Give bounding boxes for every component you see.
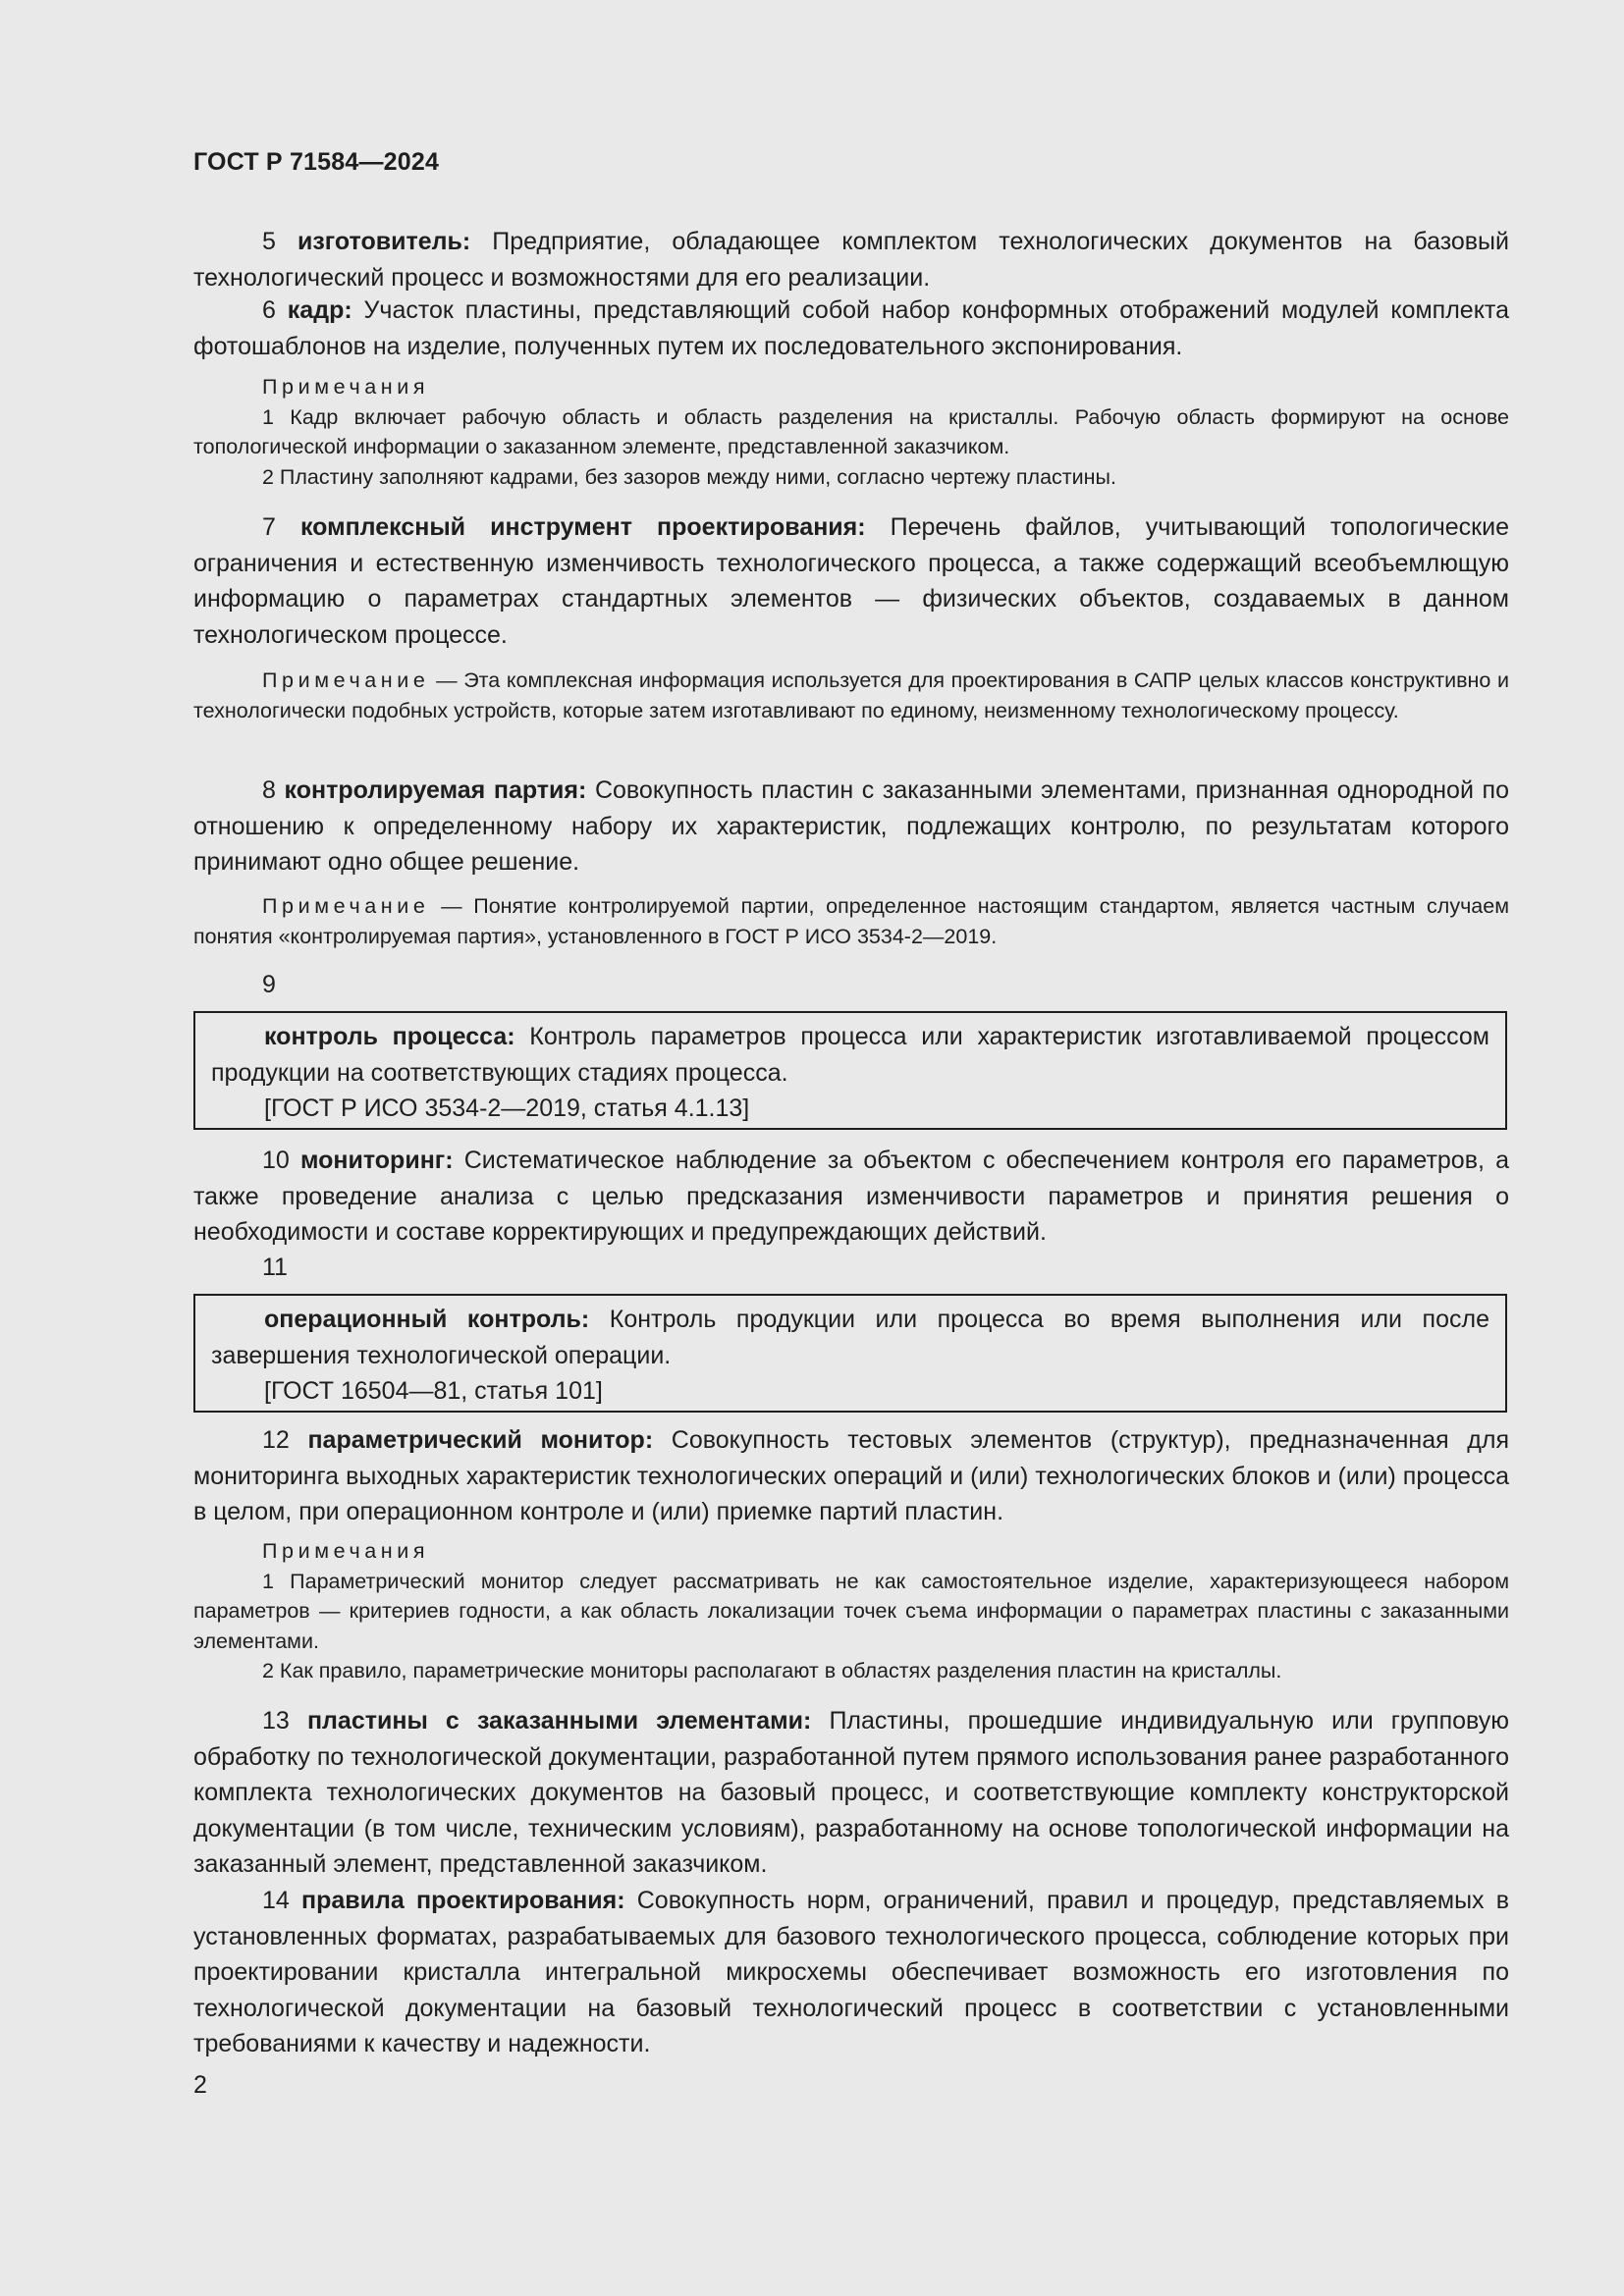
term-number-11	[193, 1250, 1509, 1286]
term-number: 10	[262, 1147, 290, 1174]
term-number: 6	[262, 296, 276, 324]
term-definition: Систематическое наблюдение за объектом с обеспечением контроля его параметров, а также проведение анализа с целью предсказания изменчивости параметров и принятия решения о необходимости и составе корректирующих и предупреждающих действий.	[193, 1147, 1509, 1246]
term-number-9	[193, 967, 1509, 1003]
term-definition: Совокупность пластин с заказанными элементами, признанная однородной по отношению к определенному набору их характеристик, подлежащих контролю, по результатам которого принимают одно общее решение.	[193, 776, 1509, 876]
term-definition: Перечень файлов, учитывающий топологические ограничения и естественную изменчивость технологического процесса, а также содержащий всеобъемлющую информацию о параметрах стандартных элементов — физических объектов, создаваемых в данном технологическом процессе.	[193, 513, 1509, 649]
term-definition: Контроль параметров процесса или характеристик изготавливаемой процессом продукции на соответствующих стадиях процесса.	[211, 1023, 1489, 1087]
term-number: 8	[262, 776, 276, 804]
term-definition: Контроль продукции или процесса во время выполнения или после завершения технологической операции.	[211, 1306, 1489, 1369]
term-name: комплексный инструмент проектирования:	[299, 513, 866, 541]
term-entry-13	[193, 1703, 1509, 1883]
term-number: 5	[262, 228, 276, 255]
note-block-6	[193, 372, 1509, 492]
term-number: 11	[262, 1254, 288, 1281]
term-entry-6	[193, 293, 1509, 364]
note-label: Примечания	[262, 1539, 430, 1563]
term-entry-5	[193, 224, 1509, 295]
note-item: 2 Как правило, параметрические мониторы располагают в областях разделения пластин на кристаллы.	[262, 1659, 1282, 1682]
term-name: пластины с заказанными элементами:	[306, 1707, 812, 1735]
note-text: — Понятие контролируемой партии, определенное настоящим стандартом, является частным случаем понятия «контролируемая партия», установленного в ГОСТ Р ИСО 3534-2—2019.	[193, 894, 1509, 948]
term-number: 9	[262, 971, 276, 998]
note-block-12	[193, 1536, 1509, 1686]
term-entry-12	[193, 1422, 1509, 1530]
document-header: ГОСТ Р 71584—2024	[193, 148, 440, 176]
note-block-8	[193, 891, 1509, 951]
term-name: параметрический монитор:	[307, 1426, 654, 1454]
page-number: 2	[193, 2071, 207, 2099]
term-entry-14	[193, 1883, 1509, 2062]
term-name: правила проектирования:	[301, 1887, 625, 1914]
term-name: мониторинг:	[299, 1147, 454, 1174]
term-number: 13	[262, 1707, 290, 1735]
term-entry-10	[193, 1143, 1509, 1251]
term-entry-8	[193, 773, 1509, 881]
term-definition: Совокупность норм, ограничений, правил и процедур, представляемых в установленных форматах, разрабатываемых для базового технологического процесса, соблюдение которых при проектировании кристалла интегральной микросхемы обеспечивает возможность его изготовления по технологической документации на базовый технологический процесс в соответствии с установленными требованиями к качеству и надежности.	[193, 1887, 1510, 2057]
note-label: Примечания	[262, 375, 430, 399]
quoted-term-box-9	[193, 1011, 1507, 1130]
term-number: 12	[262, 1426, 290, 1454]
term-name: контроль процесса:	[264, 1023, 515, 1050]
term-name: изготовитель:	[298, 228, 471, 255]
note-item: 1 Кадр включает рабочую область и область разделения на кристаллы. Рабочую область формируют на основе топологической информации о заказанном элементе, представленной заказчиком.	[193, 404, 1509, 458]
quoted-term-box-11	[193, 1294, 1507, 1413]
term-name: операционный контроль:	[264, 1306, 590, 1333]
term-definition: Совокупность тестовых элементов (структур), предназначенная для мониторинга выходных характеристик технологических операций и (или) технологических блоков и (или) процесса в целом, при операционном контроле и (или) приемке партий пластин.	[193, 1426, 1509, 1525]
note-item: 1 Параметрический монитор следует рассматривать не как самостоятельное изделие, характеризующееся набором параметров — критериев годности, а как область локализации точек съема информации о параметрах пластины с заказанными элементами.	[193, 1569, 1509, 1653]
term-name: кадр:	[287, 296, 352, 324]
term-definition: Участок пластины, представляющий собой набор конформных отображений модулей комплекта фотошаблонов на изделие, полученных путем их последовательного экспонирования.	[193, 296, 1509, 360]
term-number: 14	[262, 1887, 290, 1914]
note-label: Примечание	[262, 894, 430, 918]
term-number: 7	[262, 513, 276, 541]
note-block-7	[193, 666, 1509, 725]
term-definition: Пластины, прошедшие индивидуальную или групповую обработку по технологической документации, разработанной путем прямого использования ранее разработанного комплекта технологических документов на базовый процесс, и соответствующие комплекту конструкторской документации (в том числе, техническим условиям), разработанному на основе топологической информации на заказанный элемент, представленной заказчиком.	[193, 1707, 1509, 1878]
note-item: 2 Пластину заполняют кадрами, без зазоров между ними, согласно чертежу пластины.	[262, 464, 1116, 489]
note-text: — Эта комплексная информация используется для проектирования в САПР целых классов конструктивно и технологически подобных устройств, которые затем изготавливают по единому, неизменному технологическому процессу.	[193, 668, 1509, 722]
note-label: Примечание	[262, 668, 430, 692]
term-definition: Предприятие, обладающее комплектом технологических документов на базовый технологический процесс и возможностями для его реализации.	[193, 228, 1509, 292]
term-reference: [ГОСТ 16504—81, статья 101]	[264, 1377, 603, 1405]
term-entry-7	[193, 509, 1509, 653]
term-reference: [ГОСТ Р ИСО 3534-2—2019, статья 4.1.13]	[264, 1095, 750, 1122]
term-name: контролируемая партия:	[284, 776, 587, 804]
